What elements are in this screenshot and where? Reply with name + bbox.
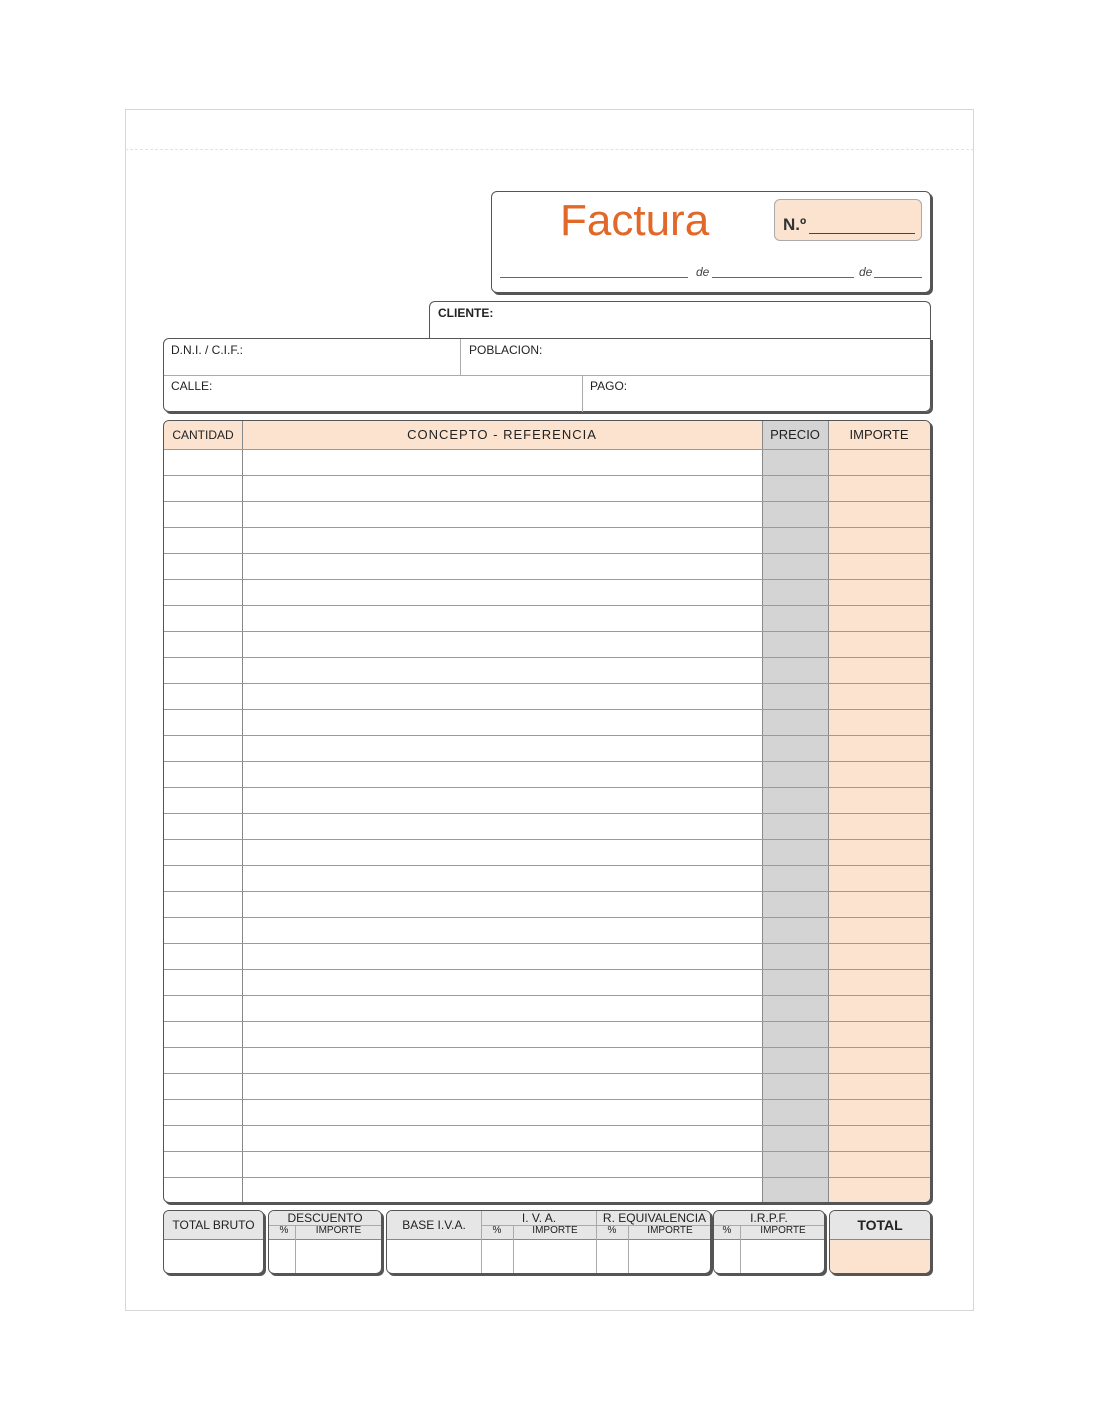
table-row[interactable] xyxy=(164,449,930,450)
client-info-box xyxy=(163,301,931,412)
total-bruto-label: TOTAL BRUTO xyxy=(172,1218,255,1232)
descuento-importe-label: IMPORTE xyxy=(315,1225,362,1236)
irpf-importe-label: IMPORTE xyxy=(760,1225,806,1236)
irpf-label: I.R.P.F. xyxy=(750,1211,788,1225)
iva-group-box[interactable] xyxy=(386,1210,711,1274)
col-divider-2 xyxy=(762,421,763,1203)
table-row[interactable] xyxy=(164,657,930,658)
table-row[interactable] xyxy=(164,735,930,736)
table-row[interactable] xyxy=(164,995,930,996)
invoice-number-box[interactable] xyxy=(774,199,922,241)
iva-importe-label: IMPORTE xyxy=(532,1225,578,1236)
poblacion-label: POBLACION: xyxy=(469,343,543,357)
iva-pct-label: % xyxy=(492,1225,502,1236)
base-iva-label: BASE I.V.A. xyxy=(402,1218,466,1232)
col-header-cantidad: CANTIDAD xyxy=(172,428,234,442)
perforation-line xyxy=(125,149,974,150)
table-row[interactable] xyxy=(164,917,930,918)
client-divider-v1 xyxy=(460,339,461,375)
invoice-number-label: N.º xyxy=(783,215,807,234)
calle-label: CALLE: xyxy=(171,379,213,393)
table-row[interactable] xyxy=(164,1125,930,1126)
descuento-subheader-line xyxy=(269,1225,382,1226)
date-year-line[interactable] xyxy=(874,277,922,278)
table-row[interactable] xyxy=(164,579,930,580)
table-row[interactable] xyxy=(164,891,930,892)
descuento-label: DESCUENTO xyxy=(287,1211,363,1225)
date-day-line[interactable] xyxy=(500,277,688,278)
cliente-label: CLIENTE: xyxy=(438,306,494,320)
table-row[interactable] xyxy=(164,527,930,528)
table-row[interactable] xyxy=(164,839,930,840)
date-month-line[interactable] xyxy=(712,277,854,278)
table-row[interactable] xyxy=(164,1151,930,1152)
date-sep-2: de xyxy=(859,265,873,279)
irpf-box[interactable] xyxy=(713,1210,825,1274)
table-row[interactable] xyxy=(164,1047,930,1048)
table-row[interactable] xyxy=(164,787,930,788)
invoice-header-box xyxy=(491,191,931,293)
table-row[interactable] xyxy=(164,761,930,762)
r-equiv-pct-label: % xyxy=(607,1225,617,1236)
table-row[interactable] xyxy=(164,969,930,970)
invoice-title: Factura xyxy=(560,196,710,245)
col-divider-1 xyxy=(242,421,243,1203)
table-row[interactable] xyxy=(164,1073,930,1074)
client-details xyxy=(163,338,931,412)
irpf-pct-label: % xyxy=(722,1225,732,1236)
col-header-concepto: CONCEPTO - REFERENCIA xyxy=(407,427,597,442)
pago-label: PAGO: xyxy=(590,379,628,393)
descuento-divider xyxy=(295,1225,296,1274)
line-items-table xyxy=(163,420,931,1203)
table-row[interactable] xyxy=(164,709,930,710)
r-equiv-importe-label: IMPORTE xyxy=(647,1225,693,1236)
col-header-importe: IMPORTE xyxy=(849,427,909,442)
importe-column-bg xyxy=(828,421,930,1202)
table-row[interactable] xyxy=(164,1099,930,1100)
client-divider xyxy=(164,375,930,376)
table-row[interactable] xyxy=(164,475,930,476)
iva-label: I. V. A. xyxy=(521,1211,557,1225)
precio-column-bg xyxy=(762,421,828,1202)
dni-label: D.N.I. / C.I.F.: xyxy=(171,343,244,357)
table-row[interactable] xyxy=(164,683,930,684)
table-row[interactable] xyxy=(164,1021,930,1022)
table-row[interactable] xyxy=(164,813,930,814)
col-header-precio: PRECIO xyxy=(770,427,820,442)
total-value-area[interactable] xyxy=(830,1240,930,1273)
invoice-number-line xyxy=(809,233,915,234)
r-equiv-label: R. EQUIVALENCIA xyxy=(602,1211,707,1225)
total-box[interactable] xyxy=(829,1210,931,1274)
table-row[interactable] xyxy=(164,1177,930,1178)
table-row[interactable] xyxy=(164,605,930,606)
table-row[interactable] xyxy=(164,943,930,944)
table-row[interactable] xyxy=(164,631,930,632)
date-sep-1: de xyxy=(696,265,710,279)
table-row[interactable] xyxy=(164,553,930,554)
total-bruto-box[interactable] xyxy=(163,1210,264,1274)
col-divider-3 xyxy=(828,421,829,1203)
total-label: TOTAL xyxy=(857,1217,903,1233)
cliente-field[interactable] xyxy=(429,301,931,339)
table-row[interactable] xyxy=(164,865,930,866)
descuento-pct-label: % xyxy=(279,1225,289,1236)
client-divider-v2 xyxy=(582,375,583,412)
descuento-box[interactable] xyxy=(268,1210,382,1274)
table-row[interactable] xyxy=(164,501,930,502)
